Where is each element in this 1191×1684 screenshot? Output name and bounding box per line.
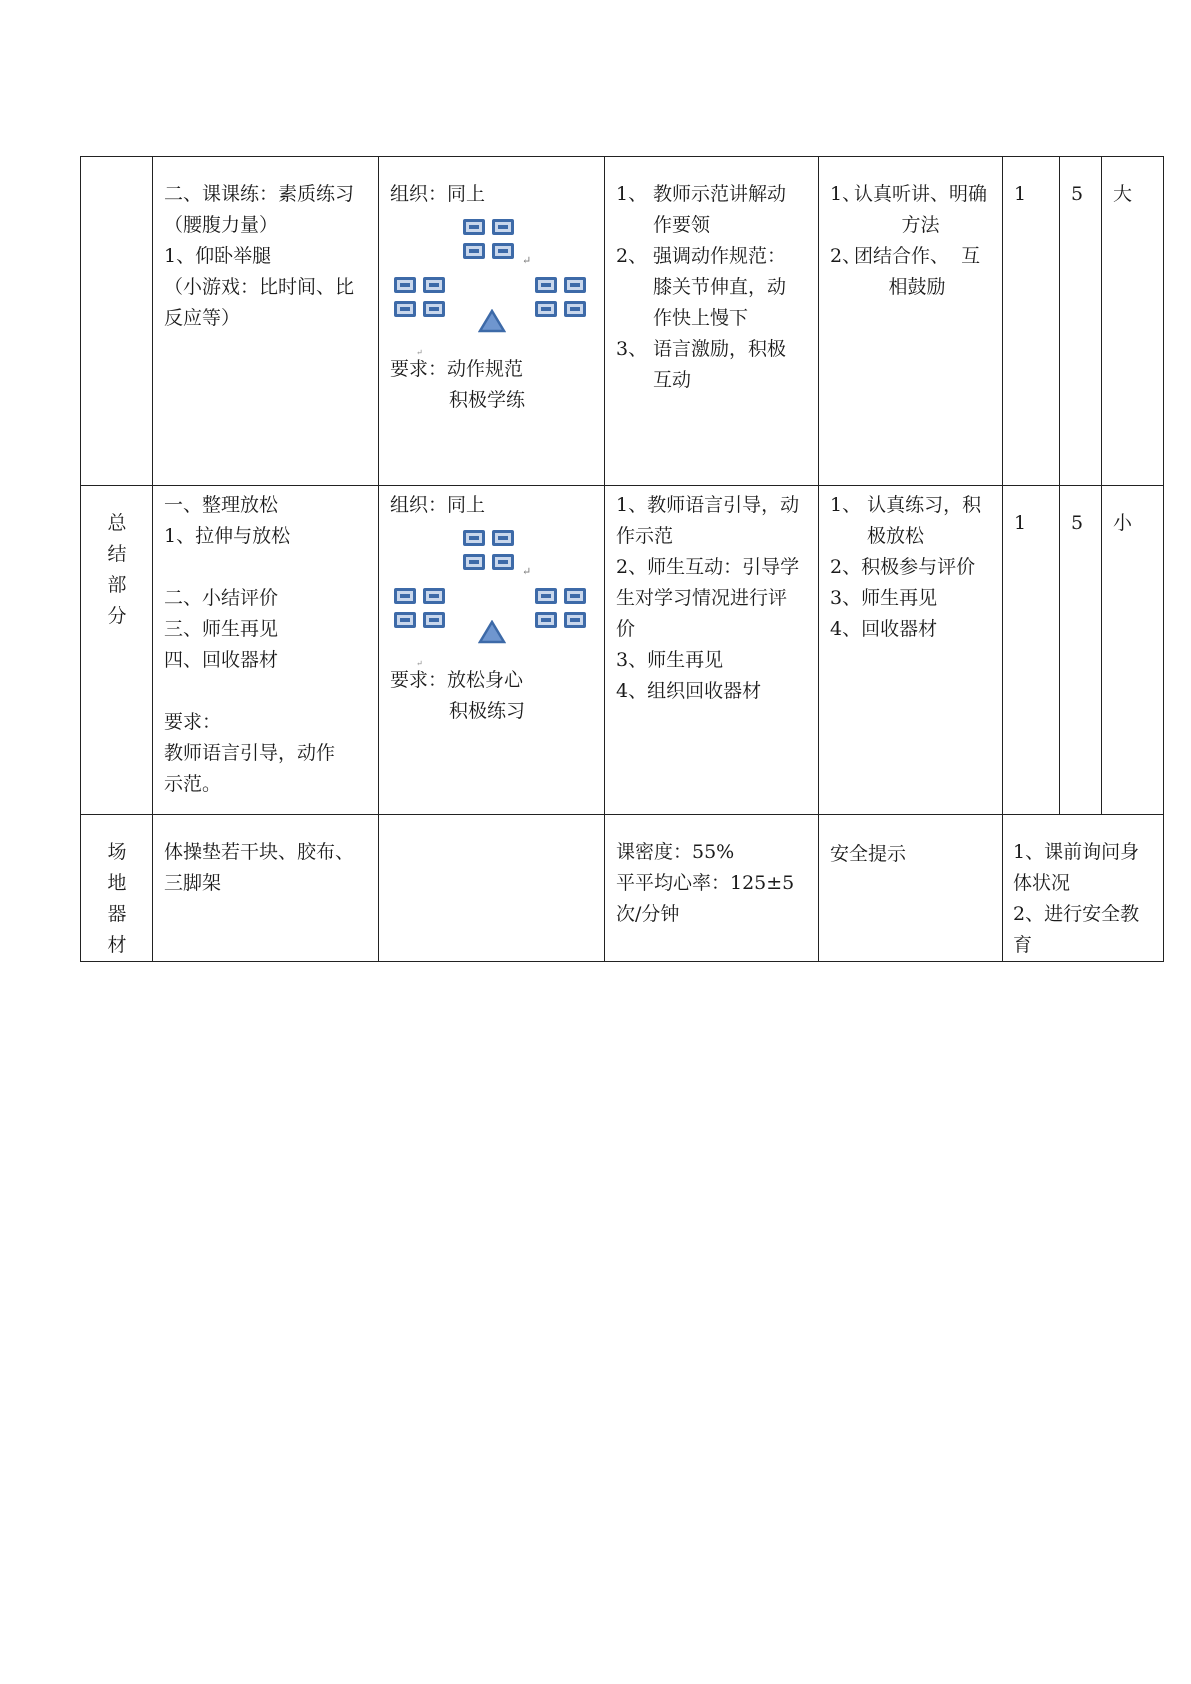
- intensity-cell: 小: [1102, 486, 1164, 815]
- content-line: [164, 552, 368, 583]
- teacher-activity-cell: [605, 486, 819, 815]
- content-line: （小游戏：比时间、比: [164, 276, 355, 298]
- teacher-line: 互动: [653, 369, 692, 391]
- content-line: 示范。: [164, 773, 222, 795]
- mat-group-right: [535, 277, 591, 321]
- teacher-line: 4、组织回收器材: [616, 680, 762, 702]
- requirement-line: 积极练习: [449, 700, 526, 722]
- safety-label-cell: [819, 815, 1003, 962]
- organization-label: 组织：同上: [390, 494, 486, 516]
- empty-cell: [379, 815, 605, 962]
- student-line: 方法: [901, 214, 940, 236]
- organization-label: 组织：同上: [390, 183, 486, 205]
- minutes-cell: 5: [1060, 486, 1102, 815]
- equipment-line: 三脚架: [164, 872, 222, 894]
- venue-char: 器: [107, 903, 127, 925]
- density-cell: [605, 815, 819, 962]
- teacher-line: 3、师生再见: [616, 649, 724, 671]
- item-number: 3、: [616, 338, 648, 360]
- student-line: 认真听讲、明确: [854, 183, 988, 205]
- mat-icon: [394, 277, 416, 293]
- table-row: [81, 815, 1164, 962]
- student-line: 2、积极参与评价: [830, 556, 976, 578]
- mat-icon: [463, 530, 485, 546]
- teacher-line: 生对学习情况进行评: [616, 587, 788, 609]
- mat-group-left: [394, 277, 450, 321]
- equipment-cell: [153, 815, 379, 962]
- mat-group-right: [535, 588, 591, 632]
- return-mark: ↵: [522, 565, 532, 578]
- teacher-line: 作示范: [616, 525, 674, 547]
- density-line: 平平均心率：125±5: [616, 872, 795, 894]
- student-line: 4、回收器材: [830, 618, 938, 640]
- teacher-triangle-icon: [478, 309, 506, 333]
- safety-label: 安全提示: [830, 843, 907, 865]
- minutes-cell: 5: [1060, 157, 1102, 486]
- formation-diagram: [392, 524, 592, 668]
- content-line: 反应等）: [164, 307, 241, 329]
- table-row: [81, 486, 1164, 815]
- mat-icon: [463, 243, 485, 259]
- stage-cell: [81, 486, 153, 815]
- item-number: 1、: [616, 183, 648, 205]
- mat-icon: [535, 301, 557, 317]
- mat-icon: [492, 554, 514, 570]
- content-line: （腰腹力量）: [164, 214, 279, 236]
- mat-icon: [492, 243, 514, 259]
- organization-cell: [379, 157, 605, 486]
- equipment-line: 体操垫若干块、胶布、: [164, 841, 355, 863]
- intensity-cell: 大: [1102, 157, 1164, 486]
- teacher-line: 作快上慢下: [653, 307, 749, 329]
- student-item: [830, 241, 992, 303]
- stage-char: 部: [107, 574, 127, 596]
- count-cell: 1: [1003, 157, 1060, 486]
- organization-cell: [379, 486, 605, 815]
- mat-icon: [564, 612, 586, 628]
- student-activity-cell: [819, 486, 1003, 815]
- content-cell: [153, 157, 379, 486]
- stage-char: 分: [107, 605, 127, 627]
- content-line: [164, 676, 368, 707]
- mat-icon: [535, 588, 557, 604]
- small-return-mark: ↵: [416, 659, 423, 668]
- density-line: 次/分钟: [616, 903, 680, 925]
- teacher-item: [616, 334, 808, 396]
- mat-icon: [564, 588, 586, 604]
- venue-label-cell: [81, 815, 153, 962]
- requirement-line: 要求：动作规范: [390, 358, 524, 380]
- student-line: 3、师生再见: [830, 587, 938, 609]
- mat-icon: [423, 588, 445, 604]
- teacher-line: 1、教师语言引导，动: [616, 494, 800, 516]
- content-line: 一、整理放松: [164, 494, 279, 516]
- return-mark: ↵: [522, 254, 532, 267]
- safety-line: 1、课前询问身: [1013, 841, 1140, 863]
- count-cell: 1: [1003, 486, 1060, 815]
- mat-icon: [463, 554, 485, 570]
- item-number: 2、: [616, 245, 648, 267]
- stage-cell-empty: [81, 157, 153, 486]
- teacher-item: [616, 241, 808, 334]
- venue-char: 场: [107, 841, 127, 863]
- requirement-line: 积极学练: [449, 389, 526, 411]
- student-item: [830, 179, 992, 241]
- mat-icon: [564, 301, 586, 317]
- lesson-plan-table: [80, 156, 1164, 962]
- stage-char: 结: [107, 543, 127, 565]
- item-number: 1、: [830, 183, 862, 205]
- mat-icon: [463, 219, 485, 235]
- content-cell: [153, 486, 379, 815]
- density-line: 课密度：55%: [616, 841, 735, 863]
- content-line: 1、拉伸与放松: [164, 525, 291, 547]
- mat-icon: [564, 277, 586, 293]
- mat-icon: [535, 612, 557, 628]
- content-line: 三、师生再见: [164, 618, 279, 640]
- teacher-line: 膝关节伸直，动: [653, 276, 787, 298]
- student-activity-cell: [819, 157, 1003, 486]
- teacher-line: 教师示范讲解动: [653, 183, 787, 205]
- mat-icon: [492, 219, 514, 235]
- safety-notes-cell: [1003, 815, 1164, 962]
- content-line: 二、课课练：素质练习: [164, 183, 355, 205]
- mat-icon: [423, 277, 445, 293]
- mat-group-top: [463, 219, 519, 263]
- student-line: 团结合作、 互: [854, 245, 981, 267]
- teacher-line: 价: [616, 618, 636, 640]
- mat-icon: [394, 612, 416, 628]
- mat-icon: [423, 301, 445, 317]
- teacher-activity-cell: [605, 157, 819, 486]
- teacher-line: 作要领: [653, 214, 711, 236]
- safety-line: 育: [1013, 934, 1033, 956]
- student-line: 相鼓励: [888, 276, 946, 298]
- content-line: 二、小结评价: [164, 587, 279, 609]
- content-line: 要求：: [164, 711, 222, 733]
- safety-line: 体状况: [1013, 872, 1071, 894]
- formation-diagram: [392, 213, 592, 357]
- teacher-line: 语言激励，积极: [653, 338, 787, 360]
- teacher-triangle-icon: [478, 620, 506, 644]
- mat-group-left: [394, 588, 450, 632]
- student-line: 1、 认真练习，积: [830, 494, 982, 516]
- small-return-mark: ↵: [416, 348, 423, 357]
- mat-icon: [492, 530, 514, 546]
- requirement-line: 要求：放松身心: [390, 669, 524, 691]
- teacher-line: 强调动作规范：: [653, 245, 787, 267]
- item-number: 2、: [830, 245, 862, 267]
- teacher-item: [616, 179, 808, 241]
- mat-group-top: [463, 530, 519, 574]
- venue-char: 材: [107, 934, 127, 956]
- stage-char: 总: [107, 512, 127, 534]
- content-line: 教师语言引导，动作: [164, 742, 336, 764]
- venue-char: 地: [107, 872, 127, 894]
- mat-icon: [394, 301, 416, 317]
- table-row: [81, 157, 1164, 486]
- content-line: 1、仰卧举腿: [164, 245, 272, 267]
- teacher-line: 2、师生互动：引导学: [616, 556, 800, 578]
- student-line: 极放松: [867, 525, 925, 547]
- content-line: 四、回收器材: [164, 649, 279, 671]
- mat-icon: [535, 277, 557, 293]
- mat-icon: [394, 588, 416, 604]
- mat-icon: [423, 612, 445, 628]
- safety-line: 2、进行安全教: [1013, 903, 1140, 925]
